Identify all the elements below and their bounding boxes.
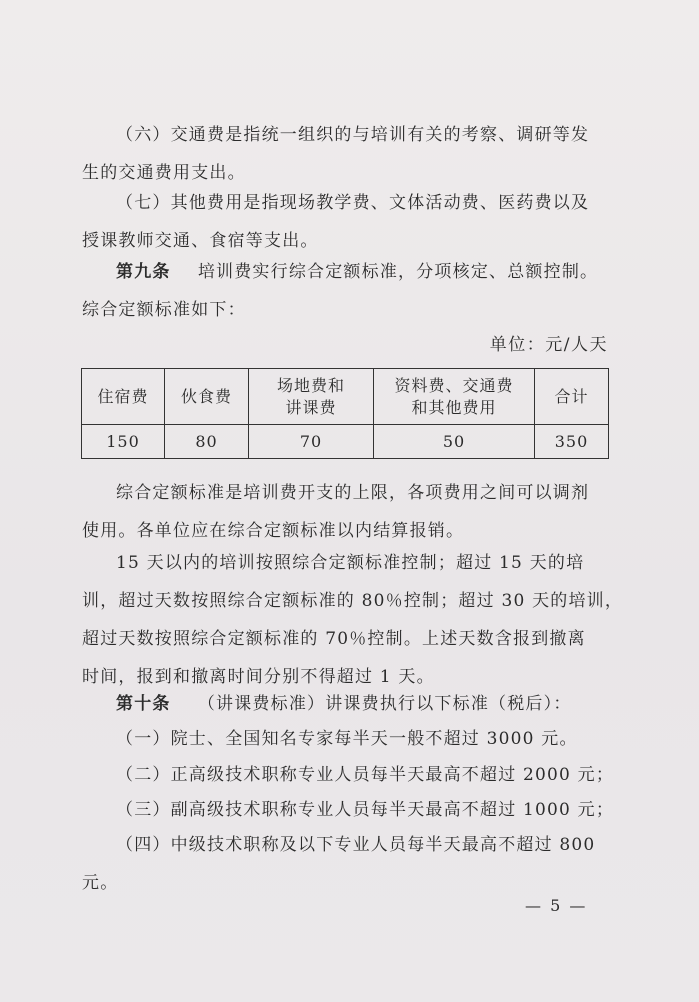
- list-item-intermediate: [82, 826, 612, 902]
- text-line: 授课教师交通、食宿等支出。: [82, 231, 319, 251]
- table-cell: 50: [374, 425, 535, 459]
- text-line: 训，超过天数按照综合定额标准的 80％控制；超过 30 天的培训，: [82, 591, 624, 611]
- paragraph-transport-fee: [82, 116, 612, 192]
- paragraph-quota-limit: [82, 474, 612, 550]
- table-cell: 350: [535, 425, 609, 459]
- table-header-cell: 住宿费: [82, 369, 165, 425]
- table-header-row: [82, 369, 609, 425]
- table-cell: 70: [249, 425, 374, 459]
- text-line: （二）正高级技术职称专业人员每半天最高不超过 2000 元；: [116, 765, 615, 785]
- text-line: 综合定额标准如下：: [82, 300, 246, 320]
- text-line: 元。: [82, 873, 119, 893]
- text-line: （六）交通费是指统一组织的与培训有关的考察、调研等发: [116, 125, 590, 145]
- text-line: （七）其他费用是指现场教学费、文体活动费、医药费以及: [116, 193, 590, 213]
- text-line: （讲课费标准）讲课费执行以下标准（税后）：: [197, 694, 572, 714]
- paragraph-other-fees: [82, 184, 612, 260]
- unit-label: 单位：元/人天: [489, 335, 608, 355]
- text-line: 15 天以内的培训按照综合定额标准控制；超过 15 天的培: [116, 553, 585, 573]
- article-heading: 第十条: [116, 694, 171, 714]
- text-line: 生的交通费用支出。: [82, 163, 246, 183]
- text-line: （四）中级技术职称及以下专业人员每半天最高不超过 800: [116, 835, 596, 855]
- paragraph-duration-rules: [82, 544, 624, 696]
- text-line: 超过天数按照综合定额标准的 70％控制。上述天数含报到撤离: [82, 629, 586, 649]
- text-line: 使用。各单位应在综合定额标准以内结算报销。: [82, 521, 465, 541]
- table-header-cell: 合计: [535, 369, 609, 425]
- table-cell: 80: [165, 425, 249, 459]
- article-nine: [82, 253, 612, 329]
- table-row: [82, 425, 609, 459]
- text-line: 综合定额标准是培训费开支的上限，各项费用之间可以调剂: [116, 483, 590, 503]
- table-cell: 150: [82, 425, 165, 459]
- fee-standard-table: [81, 368, 609, 459]
- list-item-associate-senior: [82, 791, 615, 829]
- text-line: 培训费实行综合定额标准，分项核定、总额控制。: [197, 262, 599, 282]
- article-ten: [82, 685, 612, 723]
- text-line: （一）院士、全国知名专家每半天一般不超过 3000 元。: [116, 729, 578, 749]
- text-line: 时间，报到和撤离时间分别不得超过 1 天。: [82, 667, 435, 687]
- table-header-cell: 伙食费: [165, 369, 249, 425]
- list-item-academician: [82, 720, 612, 758]
- page-number: — 5 —: [525, 896, 588, 915]
- text-line: （三）副高级技术职称专业人员每半天最高不超过 1000 元；: [116, 800, 615, 820]
- table-header-cell: 资料费、交通费 和其他费用: [374, 369, 535, 425]
- list-item-senior: [82, 756, 615, 794]
- table-header-cell: 场地费和 讲课费: [249, 369, 374, 425]
- article-heading: 第九条: [116, 262, 171, 282]
